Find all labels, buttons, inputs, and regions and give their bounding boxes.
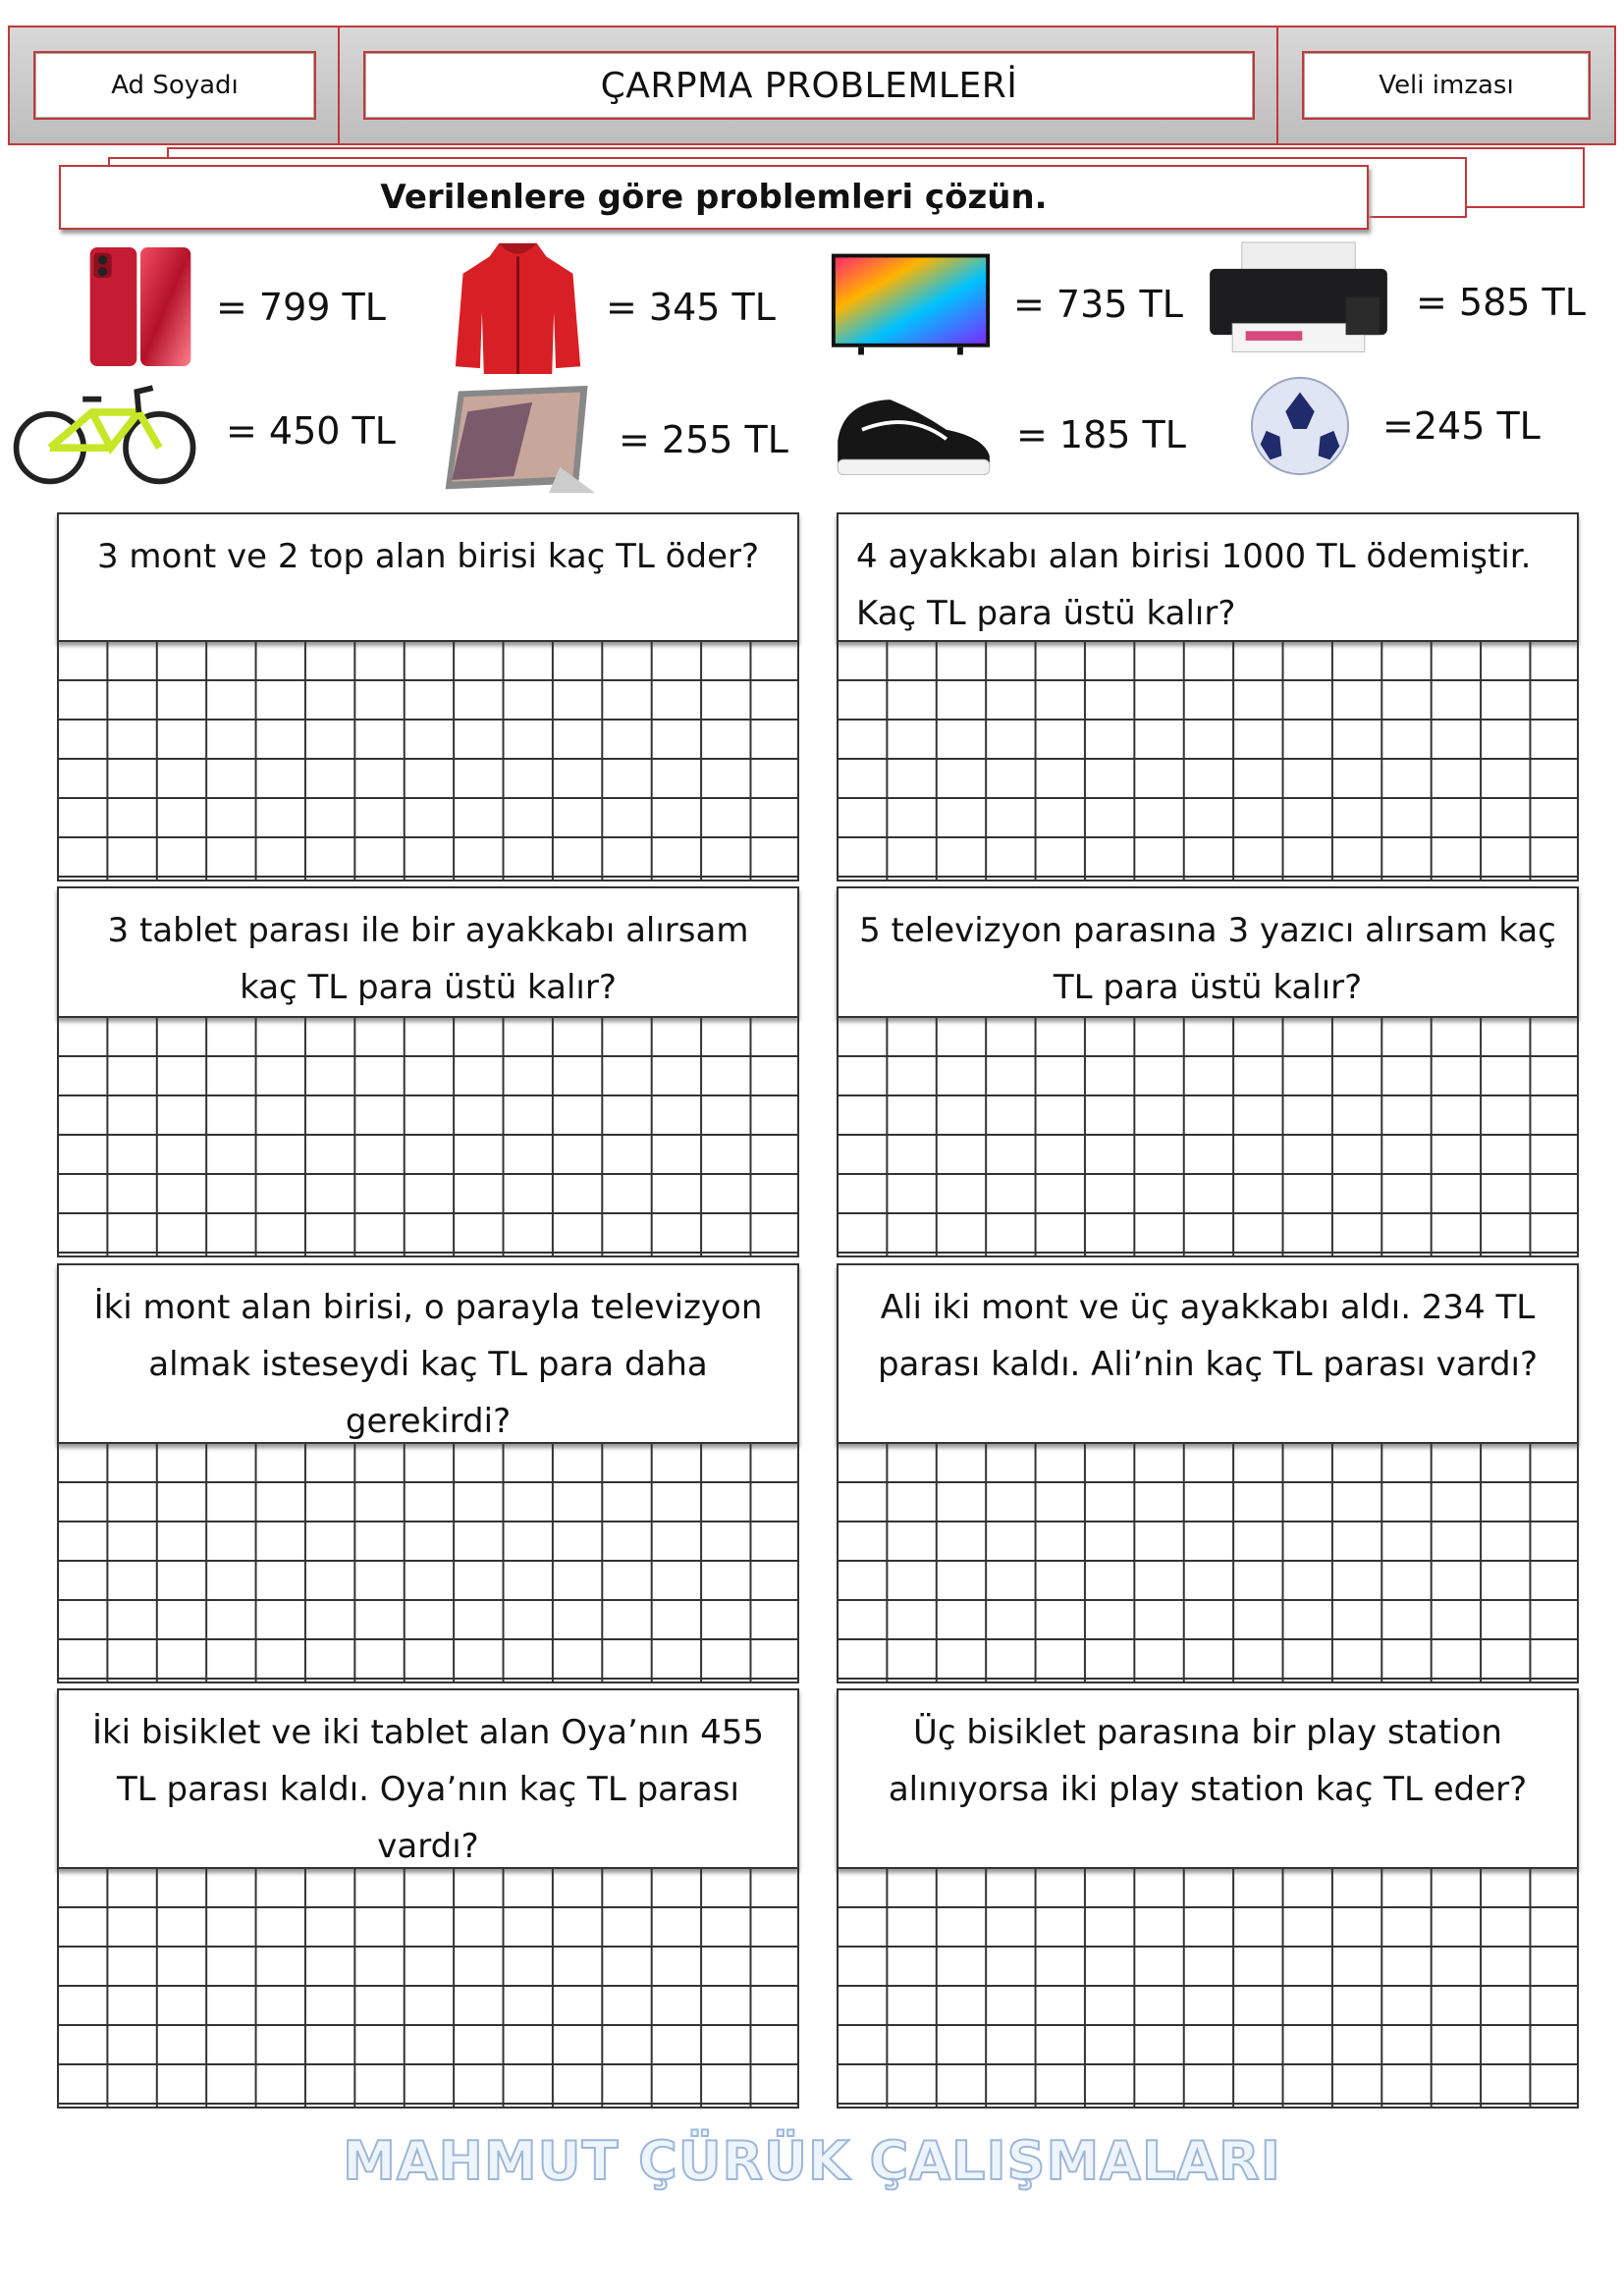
header-title-frame (338, 26, 1280, 145)
answer-grid[interactable] (837, 642, 1579, 881)
answer-grid[interactable] (57, 1869, 799, 2109)
answer-grid[interactable] (57, 1444, 799, 1683)
price-television: = 735 TL (1013, 283, 1183, 326)
price-sneaker: = 185 TL (1016, 412, 1186, 456)
price-item-jacket (452, 236, 776, 378)
problem-question-box (837, 1263, 1579, 1444)
problem-text: 3 mont ve 2 top alan birisi kaç TL öder? (96, 537, 760, 576)
price-ball: =245 TL (1382, 404, 1541, 448)
price-item-bicycle (8, 373, 396, 489)
problem-text: İki bisiklet ve iki tablet alan Oya’nın 455 TL parası kaldı. Oya’nın kaç TL parası vardı? (91, 1713, 765, 1866)
price-item-sneaker (833, 383, 1186, 486)
instructions-banner (59, 165, 1369, 230)
phone-icon (86, 240, 194, 373)
price-bicycle: = 450 TL (226, 409, 396, 453)
price-item-tablet (440, 383, 788, 496)
problem-text: Ali iki mont ve üç ayakkabı aldı. 234 TL parası kaldı. Ali’nin kaç TL parası vardı? (877, 1288, 1539, 1384)
price-item-television (830, 250, 1183, 358)
problem-card-8 (837, 1688, 1579, 2109)
problem-card-3 (57, 886, 799, 1257)
price-item-phone (86, 240, 386, 373)
problem-text: 3 tablet parası ile bir ayakkabı alırsam kaç TL para üstü kalır? (107, 911, 749, 1007)
answer-grid[interactable] (57, 642, 799, 881)
price-item-printer (1203, 240, 1586, 363)
printer-icon (1203, 240, 1394, 363)
problem-question-box (57, 1688, 799, 1869)
problem-text: 5 televizyon parasına 3 yazıcı alırsam kaç TL para üstü kalır? (859, 911, 1556, 1007)
name-label: Ad Soyadı (111, 71, 239, 100)
answer-grid[interactable] (837, 1018, 1579, 1257)
problem-question-box (57, 512, 799, 642)
problem-text: 4 ayakkabı alan birisi 1000 TL ödemiştir. Kaç TL para üstü kalır? (856, 537, 1532, 633)
price-jacket: = 345 TL (606, 285, 776, 329)
bicycle-icon (8, 373, 204, 489)
title-box (363, 51, 1255, 120)
jacket-icon (452, 236, 584, 378)
problem-question-box (837, 512, 1579, 642)
problem-question-box (57, 886, 799, 1018)
answer-grid[interactable] (57, 1018, 799, 1257)
parent-signature-label: Veli imzası (1379, 71, 1514, 100)
parent-signature-field[interactable] (1302, 51, 1591, 120)
page-title: ÇARPMA PROBLEMLERİ (600, 65, 1018, 106)
tablet-icon (440, 383, 597, 496)
problem-card-2 (837, 512, 1579, 881)
price-tablet: = 255 TL (619, 417, 788, 461)
header-parent-frame (1276, 26, 1616, 145)
answer-grid[interactable] (837, 1444, 1579, 1683)
sneaker-icon (833, 383, 995, 486)
problem-question-box (837, 886, 1579, 1018)
problem-text: Üç bisiklet parasına bir play station alınıyorsa iki play station kaç TL eder? (888, 1713, 1528, 1809)
problem-text: İki mont alan birisi, o parayla televizyon almak isteseydi kaç TL para daha gerekirdi? (93, 1288, 763, 1441)
problem-card-1 (57, 512, 799, 881)
problem-card-5 (57, 1263, 799, 1683)
footer-watermark: MAHMUT ÇÜRÜK ÇALIŞMALARI (343, 2130, 1281, 2192)
answer-grid[interactable] (837, 1869, 1579, 2109)
price-item-ball (1247, 373, 1541, 479)
price-printer: = 585 TL (1416, 280, 1586, 324)
problem-card-6 (837, 1263, 1579, 1683)
problem-question-box (57, 1263, 799, 1444)
problem-question-box (837, 1688, 1579, 1869)
instructions-text: Verilenlere göre problemleri çözün. (380, 178, 1048, 217)
header-name-frame (8, 26, 342, 145)
problem-card-4 (837, 886, 1579, 1257)
name-field[interactable] (33, 51, 316, 120)
problem-card-7 (57, 1688, 799, 2109)
television-icon (830, 250, 992, 358)
price-phone: = 799 TL (216, 285, 386, 329)
ball-icon (1247, 373, 1353, 479)
